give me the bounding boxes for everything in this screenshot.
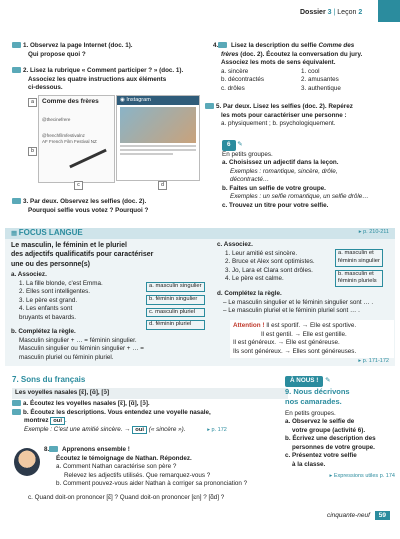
- focus-header: ▦ FOCUS LANGUE ▸ p. 210-211: [5, 228, 395, 239]
- instagram-header: ◉ Instagram: [117, 96, 199, 105]
- handle-2: @frenchfilmfestivalnz AF French Film Festival NZ: [42, 132, 97, 144]
- handle-1: @thecinefrere: [42, 116, 71, 122]
- audio-icon: [218, 42, 227, 48]
- header-badge: Dossier 3 | Leçon 2: [300, 9, 363, 16]
- audio-icon: [49, 446, 58, 452]
- focus-b: b. Complétez la règle. Masculin singulier + … = féminin singulier. Masculin singulier ou féminin singulier + … = masculin pluriel ou féminin pluriel.: [11, 328, 144, 361]
- header-bar: [378, 0, 400, 22]
- doc-tag-d: d: [158, 181, 167, 190]
- q7-title: 7. Sons du français: [12, 375, 86, 384]
- question-2: 2. Lisez la rubrique « Comment participer ? » (doc. 1). Associez les quatre instructions aux éléments ci-dessous.: [12, 67, 202, 93]
- attention-ref: ▸ p. 171-172: [358, 358, 389, 364]
- focus-c-boxes: a. masculin et féminin singulier b. masculin et féminin pluriels: [335, 249, 383, 287]
- q4-match-columns: [221, 68, 398, 94]
- book-icon: [12, 42, 21, 48]
- pencil-icon: ✎: [325, 377, 331, 384]
- website-card: [38, 95, 115, 183]
- q8-c: c. Quand doit-on prononcer [ɛ̃] ? Quand doit-on prononcer [ɛn] ? [ɑ̃d] ?: [28, 494, 225, 501]
- question-3: 3. Par deux. Observez les selfies (doc. 2). Pourquoi selfie vous votez ? Pourquoi ?: [12, 198, 202, 215]
- a-nous-header: À NOUS ! ✎: [285, 376, 395, 387]
- question-5: 5. Par deux. Lisez les selfies (doc. 2). Repérez les mots pour caractériser une personne : a. physiquement ; b. psychologiquement.: [205, 103, 395, 129]
- page-footer: [327, 512, 390, 521]
- q7-body: a. Écoutez les voyelles nasales [ɛ̃], [ɑ̃], [ɔ̃]. b. Écoutez les descriptions. Vous entendez une voyelle nasale, montrez oui . Exemple : C'est une amitié sincère. → oui (« sincère »). ▸ p. 172: [12, 400, 287, 435]
- focus-ref: ▸ p. 210-211: [358, 229, 389, 235]
- doc-tag-a: a: [28, 98, 37, 107]
- q4-left-b: b. décontractés: [221, 76, 265, 83]
- audio-icon: [12, 400, 21, 406]
- q4-right-1: 1. cool: [301, 67, 320, 75]
- doc-tag-c: c: [74, 181, 83, 190]
- dossier-num: 3: [327, 9, 332, 16]
- attention-box: Attention ! Il est sportif. → Elle est sportive. Il est gentil. → Elle est gentille. Il est généreux. → Elle est généreuse. Ils sont généreux. → Elles sont généreuses.: [230, 320, 394, 358]
- book-icon: [12, 198, 21, 204]
- q6-num: 6: [222, 140, 236, 151]
- q4-right-2: 2. amusantes: [301, 76, 339, 83]
- focus-c: c. Associez. 1. Leur amitié est sincère. 2. Bruce et Alex sont optimistes. 3. Jo, Lara et Clara sont drôles. 4. Le père est calme. a. masculin et féminin singulier b. masculin et féminin pluriels: [217, 241, 392, 284]
- website-title: Comme des frères: [42, 98, 99, 105]
- lecon-num: 2: [358, 9, 363, 16]
- question-1: 1. Observez la page Internet (doc. 1). Qui propose quoi ?: [12, 42, 192, 59]
- q4-right-3: 3. authentique: [301, 84, 341, 92]
- page-number: 59: [375, 511, 390, 520]
- question-6: 6 ✎ En petits groupes. a. Choisissez un adjectif dans la leçon. Exemples : romantique, sincère, drôle, décontracté… b. Faites un selfie de votre groupe. Exemples : un selfie romantique, un selfie drôle… c. Trouvez un titre pour votre selfie.: [222, 141, 369, 209]
- focus-d: d. Complétez la règle. – Le masculin singulier et le féminin singulier sont … . – Le masculin pluriel et le féminin pluriel sont … .: [217, 290, 374, 314]
- doc-illustration: [28, 95, 200, 187]
- q4-left-c: c. drôles: [221, 84, 245, 92]
- audio-icon: [12, 409, 21, 415]
- q4-left-a: a. sincère: [221, 67, 249, 75]
- focus-a-boxes: a. masculin singulier b. féminin singulier c. masculin pluriel d. féminin pluriel: [146, 282, 205, 330]
- question-8: 8. Apprenons ensemble ! Écoutez le témoignage de Nathan. Répondez. a. Comment Nathan caractérise son père ? Relevez les adjectifs utilisés. Que remarquez-vous ? b. Comment pouvez-vous aider Nathan à corriger sa prononciation ?: [44, 446, 248, 487]
- book-icon: [12, 67, 21, 73]
- focus-a: a. Associez. 1. La fille blonde, c'est Emma. 2. Elles sont intelligentes. 3. Le père est grand. 4. Les enfants sont bruyants et bavards. a. masculin singulier b. féminin singulier c. masculin pluriel d. féminin pluriel: [11, 271, 211, 322]
- lecon-label: Leçon: [337, 9, 357, 16]
- focus-subtitle: Le masculin, le féminin et le pluriel des adjectifs qualificatifs pour caractériser une ou des personne(s): [11, 242, 154, 268]
- selfie-photo: [120, 107, 196, 143]
- page-word: cinquante-neuf: [326, 512, 370, 519]
- dossier-label: Dossier: [300, 9, 326, 16]
- pencil-icon: ✎: [237, 141, 243, 148]
- focus-icon: ▦: [11, 230, 17, 237]
- nathan-avatar: [14, 448, 40, 476]
- post-text-lines: [120, 145, 196, 155]
- doc-tag-b: b: [28, 147, 37, 156]
- q7-sub: Les voyelles nasales [ɛ̃], [ɑ̃], [ɔ̃]: [12, 388, 288, 399]
- a-nous-box: À NOUS ! ✎ 9. Nous décrivons nos camarades. En petits groupes. a. Observez le selfie de votre groupe (activité 6). b. Écrivez une description des personnes de votre groupe. c. Présentez votre selfie à la classe. ▸ Expressions utiles p. 174: [285, 377, 395, 480]
- camera-icon: ◉: [120, 97, 127, 103]
- instagram-card: [116, 95, 200, 181]
- focus-langue-box: [5, 228, 395, 366]
- book-icon: [205, 103, 214, 109]
- question-4: 4. Lisez la description du selfie Comme des frères (doc. 2). Écoutez la conversation du jury. Associez les mots de sens équivalent. a. sincère b. décontractés c. drôles 1. cool 2. amusantes 3. authentique: [213, 42, 398, 93]
